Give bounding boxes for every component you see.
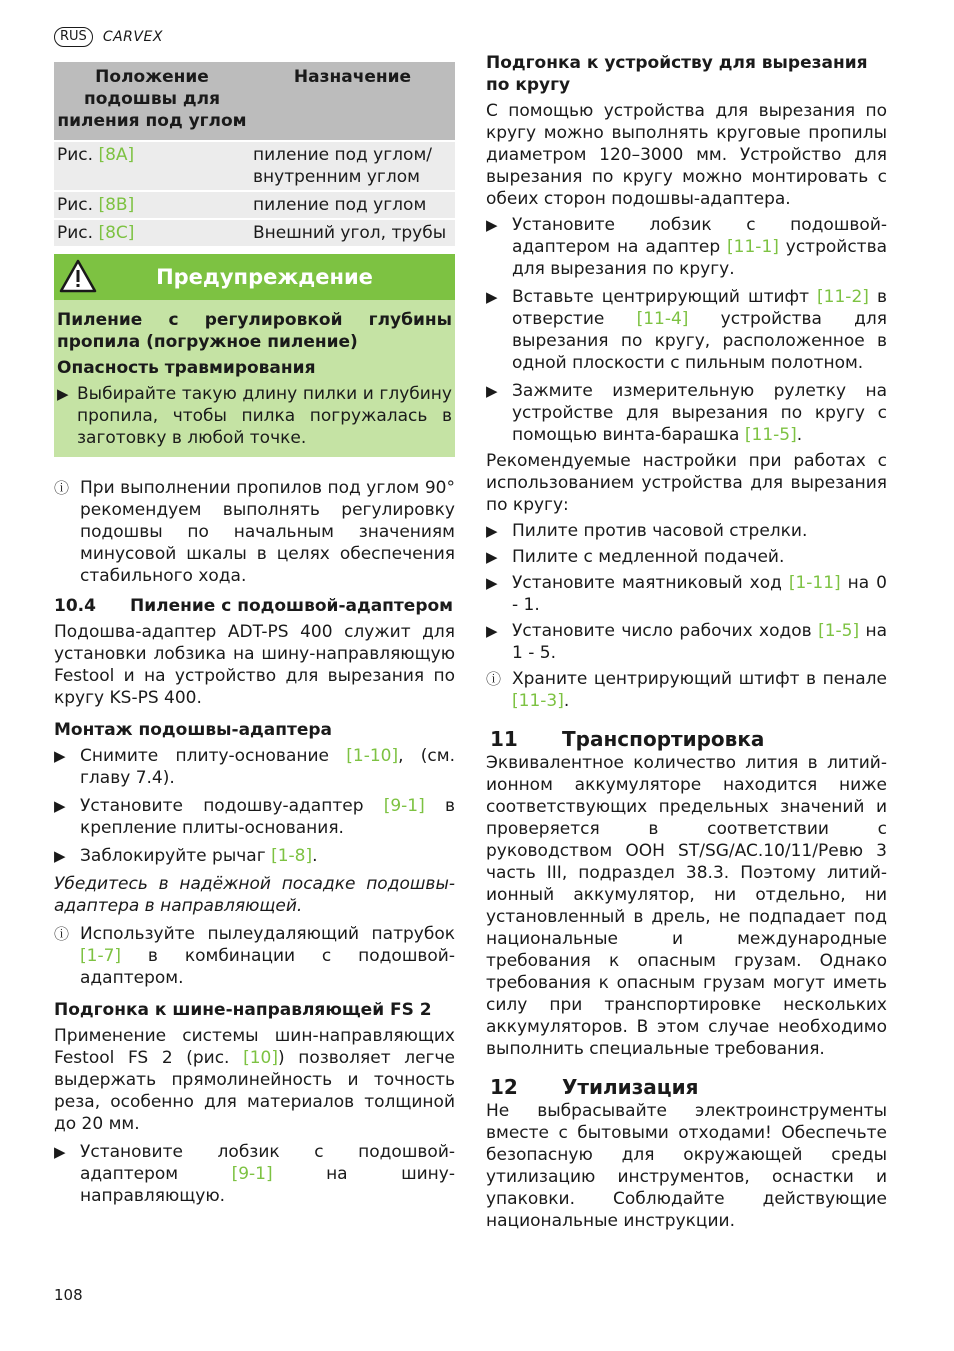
list-item: ▶ Заблокируйте рычаг [1-8]. bbox=[54, 846, 318, 866]
table-row bbox=[54, 141, 455, 191]
table-cell-figure: Рис. [8B] bbox=[54, 191, 250, 219]
info-note: ⓘ Используйте пылеудаляющий патрубок [1-7] в комбинации с подошвой-адаптером. bbox=[54, 924, 455, 988]
list-item: ▶ Установите подошву-адаптер [9-1] в крепление плиты-основания. bbox=[54, 796, 455, 838]
figure-ref: [11-4] bbox=[636, 309, 689, 329]
bullet-arrow-icon: ▶ bbox=[54, 847, 66, 865]
figure-ref: [1-11] bbox=[788, 573, 841, 593]
section-heading-disposal: 12 Утилизация bbox=[490, 1075, 699, 1099]
figure-ref: [11-1] bbox=[727, 237, 779, 257]
language-badge: RUS bbox=[54, 27, 93, 47]
warning-triangle-icon bbox=[58, 258, 98, 294]
list-item: ▶ Установите лобзик с подошвой-адаптером на адаптер [11-1] устройства для вырезания по кругу. bbox=[486, 215, 887, 279]
info-icon: ⓘ bbox=[54, 925, 70, 943]
bullet-arrow-icon: ▶ bbox=[54, 747, 66, 765]
warning-bullet: ▶ Выбирайте такую длину пилки и глубину пропила, чтобы пилка погружалась в заготовку в любой точке. bbox=[57, 384, 452, 448]
subheading: Монтаж подошвы-адаптера bbox=[54, 720, 333, 740]
list-item: ▶ Установите маятниковый ход [1-11] на 0 - 1. bbox=[486, 573, 887, 615]
bullet-arrow-icon: ▶ bbox=[486, 288, 498, 306]
figure-ref: [8C] bbox=[98, 223, 135, 243]
table-row bbox=[54, 219, 455, 246]
bullet-arrow-icon: ▶ bbox=[486, 574, 498, 592]
list-item: ▶ Вставьте центрирующий штифт [11-2] в отверстие [11-4] устройства для вырезания по кругу, расположенное в одной плоскости с пильным полотном. bbox=[486, 287, 888, 373]
bullet-arrow-icon: ▶ bbox=[486, 548, 498, 566]
bullet-arrow-icon: ▶ bbox=[486, 216, 498, 234]
bullet-arrow-icon: ▶ bbox=[486, 522, 498, 540]
figure-ref: [8B] bbox=[98, 195, 135, 215]
page-number: 108 bbox=[54, 1286, 83, 1304]
figure-ref: [11-2] bbox=[817, 287, 869, 307]
list-item: ▶ Установите лобзик с подошвой-адаптером [9-1] на шину-направляющую. bbox=[54, 1142, 455, 1206]
list-item: ▶ Зажмите измерительную рулетку на устройстве для вырезания по кругу с помощью винта-барашка [11-5]. bbox=[486, 381, 887, 445]
figure-ref: [1-8] bbox=[271, 846, 313, 866]
warning-title: Предупреждение bbox=[156, 265, 373, 289]
paragraph: Эквивалентное количество лития в литий-ионном аккумуляторе находится ниже соответствующих предельных значений и проверяется в соответствии с руководством ООН ST/SG/AC.10/11/Ревю 3 часть III, подраздел 38.3. Поэтому литий-ионный аккумулятор, ни отдельно, ни установленный в дрель, не подпадает под национальные и международные требования к опасным грузам. Однако требования к опасным грузам могут иметь силу при транспортировке нескольких аккумуляторов. В этом случае необходимо выполнить специальные требования. bbox=[486, 753, 887, 1059]
left-column bbox=[54, 62, 455, 1207]
paragraph: Подошва-адаптер ADT-PS 400 служит для установки лобзика на шину-направляющую Festool и на устройство для вырезания по кругу KS-PS 400. bbox=[54, 622, 455, 708]
bullet-arrow-icon: ▶ bbox=[54, 1143, 66, 1161]
info-icon: ⓘ bbox=[54, 479, 70, 497]
table-cell-figure: Рис. [8C] bbox=[54, 219, 250, 246]
brand-name: CARVEX bbox=[102, 29, 163, 45]
figure-ref: [9-1] bbox=[231, 1164, 273, 1184]
table-header-row bbox=[54, 62, 455, 141]
bullet-arrow-icon: ▶ bbox=[54, 797, 66, 815]
section-heading-transport: 11 Транспортировка bbox=[490, 727, 765, 751]
figure-ref: [8A] bbox=[98, 145, 135, 165]
figure-ref: [10] bbox=[243, 1048, 278, 1068]
list-item: ▶ Снимите плиту-основание [1-10], (см. главу 7.4). bbox=[54, 746, 456, 788]
warning-header bbox=[54, 254, 455, 300]
bullet-arrow-icon: ▶ bbox=[486, 382, 498, 400]
paragraph: С помощью устройства для вырезания по кругу можно выполнять круговые пропилы диаметром 120–3000 мм. Устройство для вырезания по кругу можно монтировать с обеих сторон подошвы-адаптера. bbox=[486, 101, 887, 209]
paragraph: Рекомендуемые настройки при работах с использованием устройства для вырезания по кругу: bbox=[486, 451, 887, 515]
table-header-position: Положение подошвы для пиления под углом bbox=[54, 62, 250, 141]
table-cell-purpose: пиление под углом bbox=[250, 191, 455, 219]
table-row bbox=[54, 191, 455, 219]
info-note: ⓘ Храните центрирующий штифт в пенале [11-3]. bbox=[486, 669, 887, 711]
right-column bbox=[486, 52, 887, 1232]
italic-note: Убедитесь в надёжной посадке подошвы-адаптера в направляющей. bbox=[54, 874, 455, 916]
page-header bbox=[54, 26, 163, 48]
info-icon: ⓘ bbox=[486, 670, 502, 688]
section-heading: 10.4 Пиление с подошвой-адаптером bbox=[54, 596, 454, 616]
saw-angle-table bbox=[54, 62, 455, 246]
table-cell-purpose: Внешний угол, трубы bbox=[250, 219, 455, 246]
table-cell-figure: Рис. [8A] bbox=[54, 141, 250, 191]
list-item: ▶ Пилите против часовой стрелки. bbox=[486, 521, 808, 541]
paragraph: Применение системы шин-направляющих Festool FS 2 (рис. [10]) позволяет легче выдержать прямолинейность и точность реза, особенно для материалов толщиной до 20 мм. bbox=[54, 1026, 455, 1134]
paragraph: Не выбрасывайте электроинструменты вместе с бытовыми отходами! Обеспечьте безопасную для окружающей среды утилизацию инструментов, оснастки и упаковки. Соблюдайте действующие национальные инструкции. bbox=[486, 1101, 887, 1231]
list-item: ▶ Установите число рабочих ходов [1-5] на 1 - 5. bbox=[486, 621, 887, 663]
info-note: ⓘ При выполнении пропилов под углом 90° рекомендуем выполнять регулировку подошвы по начальным значениям минусовой шкалы в целях обеспечения стабильного хода. bbox=[54, 478, 455, 586]
table-header-purpose: Назначение bbox=[250, 62, 455, 141]
figure-ref: [9-1] bbox=[383, 796, 425, 816]
table-cell-purpose: пиление под углом/ внутренним углом bbox=[250, 141, 455, 191]
bullet-arrow-icon: ▶ bbox=[57, 385, 69, 403]
subheading: Подгонка к шине-направляющей FS 2 bbox=[54, 1000, 432, 1020]
warning-body bbox=[54, 300, 455, 457]
figure-ref: [1-5] bbox=[818, 621, 860, 641]
warning-box bbox=[54, 254, 455, 457]
figure-ref: [1-7] bbox=[80, 946, 122, 966]
warning-heading: Пиление с регулировкой глубины пропила (погружное пиление) bbox=[57, 310, 452, 352]
figure-ref: [11-5] bbox=[744, 425, 797, 445]
figure-ref: [1-10] bbox=[346, 746, 399, 766]
bullet-arrow-icon: ▶ bbox=[486, 622, 498, 640]
warning-danger: Опасность травмирования bbox=[57, 358, 316, 378]
subheading: Подгонка к устройству для вырезания по кругу bbox=[486, 53, 868, 95]
list-item: ▶ Пилите с медленной подачей. bbox=[486, 547, 785, 567]
figure-ref: [11-3] bbox=[512, 691, 564, 711]
